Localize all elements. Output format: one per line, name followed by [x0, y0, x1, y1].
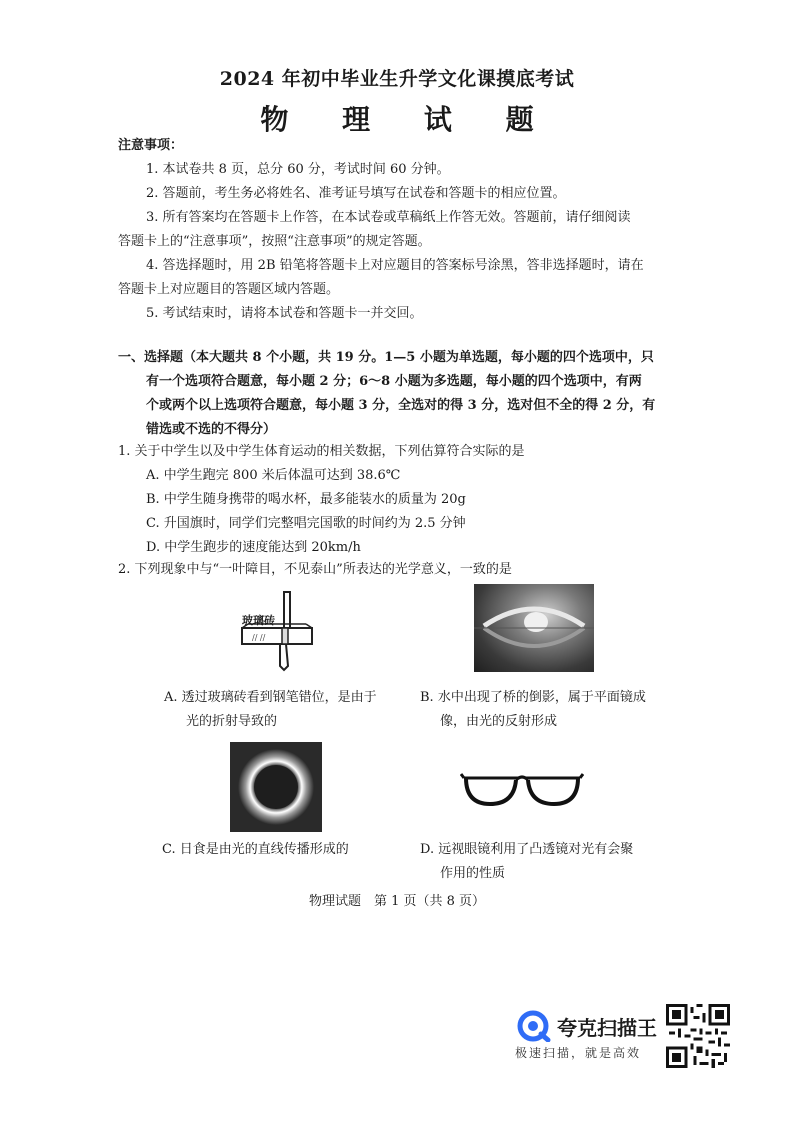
bridge-reflection-image	[474, 584, 594, 672]
notice-line-3: 3. 所有答案均在答题卡上作答，在本试卷或草稿纸上作答无效。答题前，请仔细阅读	[146, 210, 631, 225]
section1-line-1: 一、选择题（本大题共 8 个小题，共 19 分。1—5 小题为单选题，每小题的四个选项中，只	[118, 350, 654, 365]
glass-brick-label: 玻璃砖	[242, 614, 275, 627]
q2-option-d-line-2: 作用的性质	[440, 866, 506, 881]
eclipse-icon	[230, 742, 322, 832]
q2-stem: 2. 下列现象中与“一叶障目，不见泰山”所表达的光学意义，一致的是	[118, 562, 512, 577]
q2-option-a-line-2: 光的折射导致的	[186, 714, 278, 729]
scanner-brand: 夸克扫描王	[557, 1016, 657, 1040]
section1-line-2: 有一个选项符合题意，每小题 2 分；6～8 小题为多选题，每小题的四个选项中，有两	[146, 374, 642, 389]
notice-heading: 注意事项：	[118, 138, 184, 153]
notice-line-2: 2. 答题前，考生务必将姓名、准考证号填写在试卷和答题卡的相应位置。	[146, 186, 566, 201]
q2-option-b-line-2: 像，由光的反射形成	[440, 714, 558, 729]
q2-figure-c-solar-eclipse	[230, 742, 322, 832]
svg-text:// //: // //	[252, 633, 266, 642]
q1-option-c: C. 升国旗时，同学们完整唱完国歌的时间约为 2.5 分钟	[146, 516, 466, 531]
scanner-watermark	[515, 1010, 665, 1066]
section1-line-4: 错选或不选的不得分）	[146, 422, 277, 437]
q2-figure-a-glass-brick	[236, 590, 318, 672]
subject-title: 物 理 试 题	[260, 103, 556, 136]
q1-option-d: D. 中学生跑步的速度能达到 20km/h	[146, 540, 361, 555]
notice-line-5: 5. 考试结束时，请将本试卷和答题卡一并交回。	[146, 306, 423, 321]
q1-option-a: A. 中学生跑完 800 米后体温可达到 38.6℃	[146, 468, 401, 483]
scanner-slogan: 极速扫描，就是高效	[515, 1046, 642, 1060]
qr-code-icon	[666, 1004, 730, 1068]
q2-figure-d-glasses	[460, 764, 584, 814]
notice-line-1: 1. 本试卷共 8 页，总分 60 分，考试时间 60 分钟。	[146, 162, 450, 177]
pen-glass-icon	[236, 590, 318, 672]
glasses-icon	[460, 764, 584, 814]
q2-option-d-line-1: D. 远视眼镜利用了凸透镜对光有会聚	[420, 842, 634, 857]
qr-code	[666, 1004, 730, 1068]
q2-option-a-line-1: A. 透过玻璃砖看到钢笔错位，是由于	[164, 690, 377, 705]
q2-figure-b-bridge-reflection	[474, 584, 594, 672]
q1-option-b: B. 中学生随身携带的喝水杯，最多能装水的质量为 20g	[146, 492, 466, 507]
q1-stem: 1. 关于中学生以及中学生体育运动的相关数据，下列估算符合实际的是	[118, 444, 525, 459]
q2-option-b-line-1: B. 水中出现了桥的倒影，属于平面镜成	[420, 690, 646, 705]
page-footer: 物理试题 第 1 页（共 8 页）	[308, 894, 486, 909]
exam-title: 2024 年初中毕业生升学文化课摸底考试	[219, 68, 575, 90]
scanner-logo-icon	[515, 1010, 551, 1042]
q2-option-c: C. 日食是由光的直线传播形成的	[162, 842, 349, 857]
notice-line-4: 4. 答选择题时，用 2B 铅笔将答题卡上对应题目的答案标号涂黑，答非选择题时，请在	[146, 258, 644, 273]
notice-line-3b: 答题卡上的“注意事项”，按照“注意事项”的规定答题。	[118, 234, 431, 249]
section1-line-3: 个或两个以上选项符合题意，每小题 3 分，全选对的得 3 分，选对但不全的得 2 分，有	[146, 398, 656, 413]
notice-line-4b: 答题卡上对应题目的答题区域内答题。	[118, 282, 340, 297]
